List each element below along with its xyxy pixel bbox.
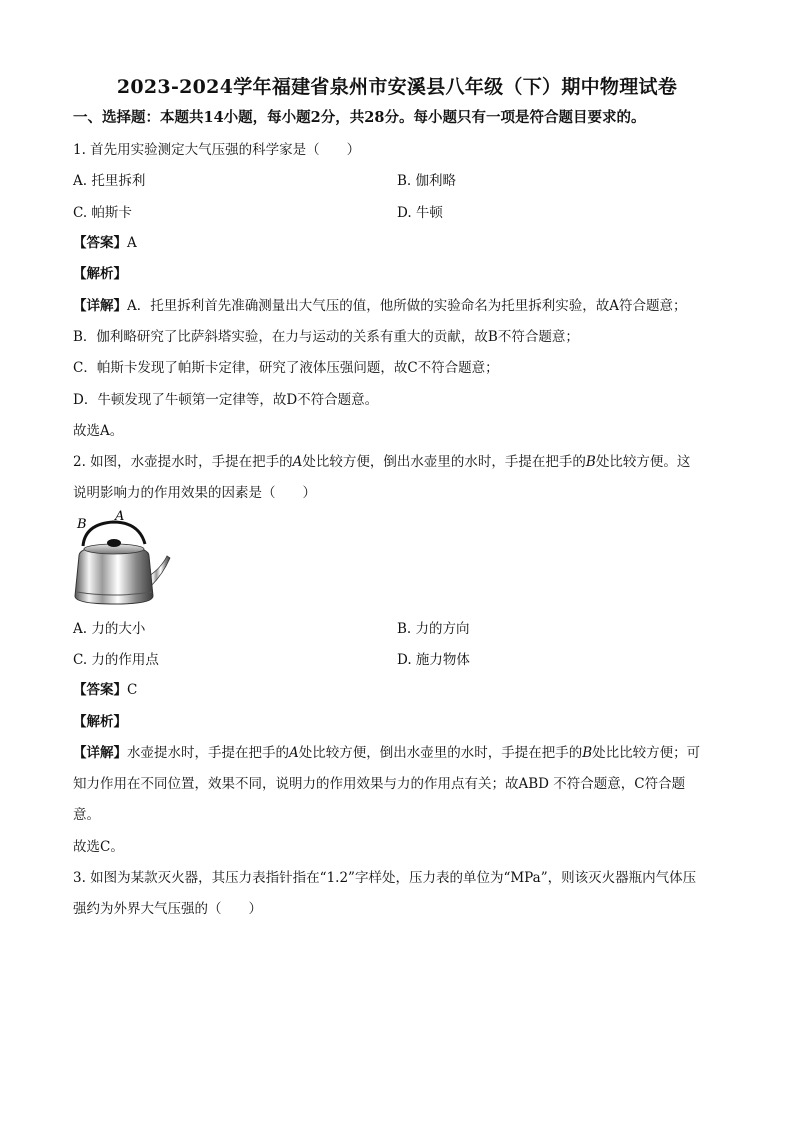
detail-text: 水壶提水时，手提在把手的 xyxy=(127,745,289,761)
detail-text: 处比较方便，倒出水壶里的水时，手提在把手的 xyxy=(298,745,583,761)
q2-option-a: A. 力的大小 xyxy=(73,621,146,637)
point-b-label: B xyxy=(582,745,593,761)
stem-text: 处比较方便，倒出水壶里的水时，手提在把手的 xyxy=(302,454,586,470)
section-heading: 一、选择题：本题共14小题，每小题2分，共28分。每小题只有一项是符合题目要求的。 xyxy=(73,109,646,126)
detail-text: A．托里拆利首先准确测量出大气压的值，他所做的实验命名为托里拆利实验，故A符合题意； xyxy=(127,298,687,314)
q2-option-b: B. 力的方向 xyxy=(397,621,470,637)
q2-option-c: C. 力的作用点 xyxy=(73,652,159,668)
question-3-stem-line-1: 3. 如图为某款灭火器，其压力表指针指在“1.2”字样处，压力表的单位为“MPa”，则该灭火器瓶内气体压 xyxy=(73,870,697,886)
q2-analysis-label: 【解析】 xyxy=(73,714,127,730)
answer-value: A xyxy=(127,235,137,251)
question-2-stem-line-2: 说明影响力的作用效果的因素是（ ） xyxy=(73,485,316,501)
q1-answer xyxy=(73,233,137,253)
q2-detail-line-2: 知力作用在不同位置，效果不同，说明力的作用效果与力的作用点有关；故ABD 不符合题意，C符合题 xyxy=(73,776,686,792)
handle-label-b: B xyxy=(77,517,87,532)
detail-label: 【详解】 xyxy=(73,298,127,314)
q2-detail-line-1 xyxy=(73,743,700,763)
kettle-spout xyxy=(149,556,170,586)
detail-label: 【详解】 xyxy=(73,745,127,761)
q1-detail-line-4: D．牛顿发现了牛顿第一定律等，故D不符合题意。 xyxy=(73,392,379,408)
q1-detail-line-3: C．帕斯卡发现了帕斯卡定律，研究了液体压强问题，故C不符合题意； xyxy=(73,360,499,376)
stem-text: 2. 如图，水壶提水时，手提在把手的 xyxy=(73,454,293,470)
question-3-stem-line-2: 强约为外界大气压强的（ ） xyxy=(73,901,262,917)
q2-detail-line-3: 意。 xyxy=(73,807,100,823)
q1-option-b: B. 伽利略 xyxy=(397,173,457,189)
answer-label: 【答案】 xyxy=(73,235,127,251)
page-title: 2023-2024学年福建省泉州市安溪县八年级（下）期中物理试卷 xyxy=(116,76,678,98)
q1-option-c: C. 帕斯卡 xyxy=(73,205,132,221)
q2-option-d: D. 施力物体 xyxy=(397,652,470,668)
question-2-stem-line-1 xyxy=(73,452,690,472)
q2-conclusion: 故选C。 xyxy=(73,839,124,855)
q1-option-d: D. 牛顿 xyxy=(397,205,443,221)
question-1-stem: 1. 首先用实验测定大气压强的科学家是（ ） xyxy=(73,142,361,158)
stem-text: 处比较方便。这 xyxy=(595,454,691,470)
answer-value: C xyxy=(127,682,138,698)
q1-detail-line-2: B．伽利略研究了比萨斜塔实验，在力与运动的关系有重大的贡献，故B不符合题意； xyxy=(73,329,579,345)
handle-label-a: A xyxy=(115,509,125,524)
kettle-knob xyxy=(107,539,121,547)
point-b-label: B xyxy=(585,454,596,470)
detail-text: 处比比较方便；可 xyxy=(592,745,701,761)
answer-label: 【答案】 xyxy=(73,682,127,698)
q1-analysis-label: 【解析】 xyxy=(73,266,127,282)
q2-answer xyxy=(73,680,137,700)
point-a-label: A xyxy=(292,454,303,470)
q1-conclusion: 故选A。 xyxy=(73,423,124,439)
point-a-label: A xyxy=(289,745,299,761)
q1-option-a: A. 托里拆利 xyxy=(73,173,146,189)
kettle-figure xyxy=(73,508,175,608)
q1-detail-line-1 xyxy=(73,296,687,316)
